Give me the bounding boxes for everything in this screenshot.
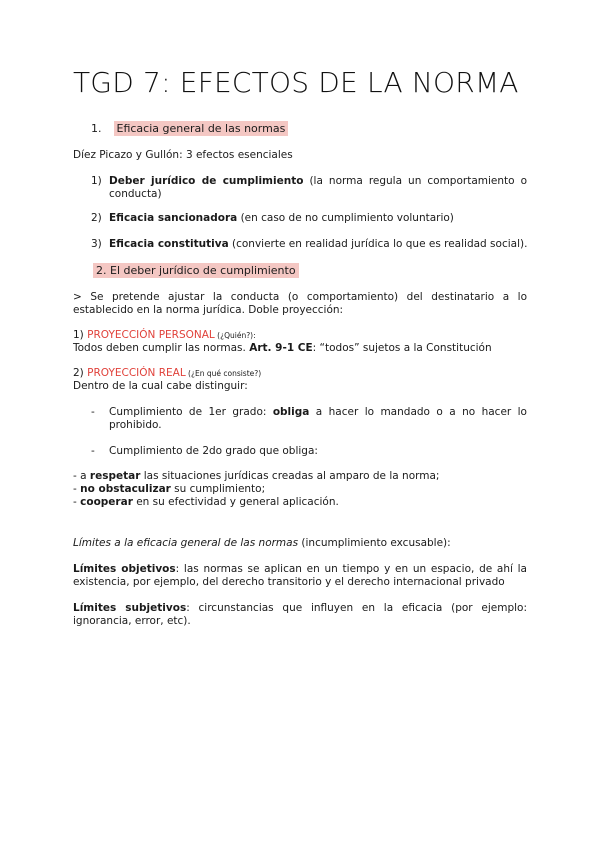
obligation-1-bold: respetar [89, 470, 141, 482]
grade-1-bold: obliga [272, 406, 310, 418]
effect-1-desc: (la norma regula un comportamiento o conducta) [109, 175, 528, 200]
page-title: TGD 7: EFECTOS DE LA NORMA [73, 66, 519, 99]
limits-subjective-label: Límites subjetivos [73, 602, 187, 614]
obligation-cooperar [73, 496, 339, 509]
limits-subjective-text: : circunstancias que influyen en la eficacia (por ejemplo: ignorancia, error, etc). [73, 602, 527, 627]
projection-personal-text [73, 342, 492, 355]
effect-3-term: Eficacia constitutiva [109, 238, 229, 250]
section-2-title: 2. El deber jurídico de cumplimiento [93, 263, 299, 278]
projection-real-question: (¿En qué consiste?) [185, 369, 262, 378]
obligation-3-prefix: - [73, 496, 81, 508]
grade-1-dash: - [91, 406, 95, 418]
section-1-heading [91, 122, 288, 135]
effect-3 [109, 238, 527, 251]
limits-subjective [73, 602, 527, 628]
section-1-title: Eficacia general de las normas [114, 121, 289, 136]
limits-objective-text: : las normas se aplican en un tiempo y en un espacio, de ahí la existencia, por ejemplo, del derecho transitorio y el derecho internacional privado [73, 563, 527, 588]
section-2-heading [93, 264, 299, 277]
article-reference: Art. 9-1 CE [249, 342, 313, 354]
grade-2-dash: - [91, 445, 95, 457]
obligation-no-obstaculizar [73, 483, 265, 496]
grade-1-text-a: Cumplimiento de 1er grado: [109, 406, 273, 418]
effect-3-number: 3) [91, 238, 102, 250]
projection-real-heading [73, 367, 261, 380]
limits-objective-label: Límites objetivos [73, 563, 176, 575]
limits-objective [73, 563, 527, 589]
obligation-respetar [73, 470, 439, 483]
grade-1 [109, 406, 527, 432]
paragraph-doble-proyeccion: > Se pretende ajustar la conducta (o comportamiento) del destinatario a lo establecido en la norma jurídica. Doble proyección: [73, 291, 527, 316]
section-1-number: 1. [91, 122, 102, 135]
projection-personal-number: 1) [73, 329, 88, 341]
effect-2-term: Eficacia sancionadora [109, 212, 238, 224]
obligation-3-rest: en su efectividad y general aplicación. [132, 496, 339, 508]
effect-2-desc: (en caso de no cumplimiento voluntario) [237, 212, 454, 224]
effect-1 [109, 175, 527, 201]
projection-personal-text-b: : “todos” sujetos a la Constitución [312, 342, 492, 354]
obligation-2-prefix: - [73, 483, 81, 495]
projection-personal-label: PROYECCIÓN PERSONAL [87, 329, 215, 341]
effect-1-number: 1) [91, 175, 102, 187]
effect-2-number: 2) [91, 212, 102, 224]
projection-real-label: PROYECCIÓN REAL [87, 367, 186, 379]
effect-3-desc: (convierte en realidad jurídica lo que es realidad social). [228, 238, 528, 250]
obligation-1-rest: las situaciones jurídicas creadas al amparo de la norma; [140, 470, 440, 482]
projection-personal-heading [73, 329, 256, 342]
obligation-1-prefix: - a [73, 470, 90, 482]
limits-intro [73, 537, 451, 550]
grade-2: Cumplimiento de 2do grado que obliga: [109, 445, 318, 457]
limits-intro-italic: Límites a la eficacia general de las normas [73, 537, 299, 549]
projection-personal-text-a: Todos deben cumplir las normas. [73, 342, 250, 354]
effect-1-term: Deber jurídico de cumplimiento [109, 175, 304, 187]
obligation-2-rest: su cumplimiento; [170, 483, 266, 495]
limits-intro-rest: (incumplimiento excusable): [298, 537, 451, 549]
intro-text: Díez Picazo y Gullón: 3 efectos esenciales [73, 149, 293, 161]
projection-real-text: Dentro de la cual cabe distinguir: [73, 380, 248, 392]
obligation-3-bold: cooperar [80, 496, 133, 508]
projection-personal-question: (¿Quién?): [214, 331, 256, 340]
obligation-2-bold: no obstaculizar [80, 483, 171, 495]
grade-1-text-c: a hacer lo mandado o a no hacer lo prohibido. [109, 406, 527, 431]
effect-2 [109, 212, 454, 225]
projection-real-number: 2) [73, 367, 88, 379]
